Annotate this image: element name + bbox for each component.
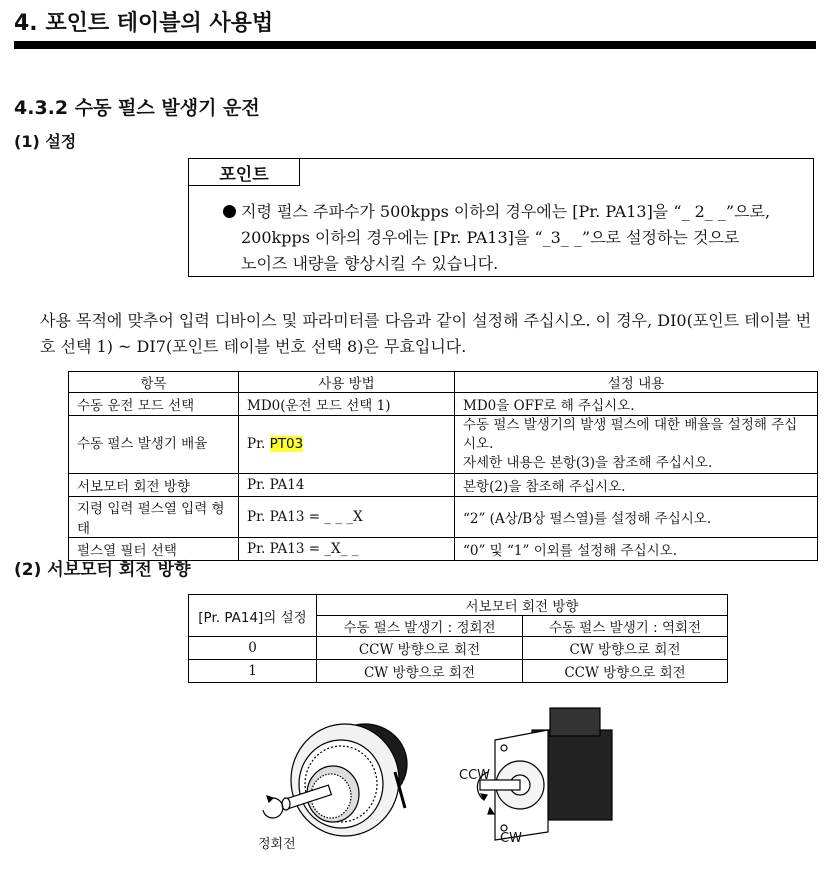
cell-content: [455, 416, 818, 474]
table-header-row: [189, 595, 728, 616]
column-header: 설정 내용: [455, 372, 818, 393]
page-title: 4. 포인트 테이블의 사용법: [14, 11, 274, 36]
highlighted-parameter: PT03: [269, 436, 304, 452]
cell-method: MD0(운전 모드 선택 1): [239, 393, 455, 416]
table-row: [69, 497, 818, 538]
cw-label: CW: [500, 831, 522, 846]
servo-motor-illustration: [470, 700, 640, 850]
point-label: 포인트: [188, 158, 300, 186]
column-header: 수동 펄스 발생기 : 정회전: [317, 616, 523, 637]
intro-paragraph: 사용 목적에 맞추어 입력 디바이스 및 파라미터를 다음과 같이 설정해 주십시오. 이 경우, DI0(포인트 테이블 번호 선택 1) ~ DI7(포인트 테이블 번호 선택 8)은 무효입니다.: [40, 311, 812, 356]
cell-reverse: CCW 방향으로 회전: [523, 660, 728, 683]
column-header: 사용 방법: [239, 372, 455, 393]
direction-table: [188, 594, 728, 683]
cell-method: Pr. PA14: [239, 474, 455, 497]
section-heading: 4.3.2 수동 펄스 발생기 운전: [14, 97, 260, 119]
content-line-1: 수동 펄스 발생기의 발생 펄스에 대한 배율을 설정해 주십시오.: [463, 417, 798, 452]
point-box: [188, 158, 814, 277]
method-prefix: Pr.: [247, 436, 270, 452]
title-rule: [14, 41, 816, 49]
subsection-settings: (1) 설정: [14, 132, 77, 151]
cell-method: [239, 416, 455, 474]
cell-item: 지령 입력 펄스열 입력 형태: [69, 497, 239, 538]
table-row: [189, 660, 728, 683]
cell-content: “2” (A상/B상 펄스열)를 설정해 주십시오.: [455, 497, 818, 538]
point-line-3: 노이즈 내량을 향상시킬 수 있습니다.: [241, 254, 499, 273]
column-header: 수동 펄스 발생기 : 역회전: [523, 616, 728, 637]
bullet-icon: [223, 205, 236, 218]
cell-content: 본항(2)을 참조해 주십시오.: [455, 474, 818, 497]
subsection-rotation: (2) 서보모터 회전 방향: [14, 560, 191, 580]
cell-method: Pr. PA13 = _ _ _X: [239, 497, 455, 538]
settings-table: [68, 371, 818, 561]
content-line-2: 자세한 내용은 본항(3)을 참조해 주십시오.: [463, 455, 713, 471]
table-header-row: [69, 372, 818, 393]
cell-setting: 0: [189, 637, 317, 660]
point-line-2: 200kpps 이하의 경우에는 [Pr. PA13]을 “_3_ _”으로 설정하는 것으로: [241, 228, 740, 247]
forward-rotation-caption: 정회전: [258, 837, 296, 852]
point-line-1: 지령 펄스 주파수가 500kpps 이하의 경우에는 [Pr. PA13]을 “_ 2_ _”으로,: [241, 202, 771, 221]
cell-item: 서보모터 회전 방향: [69, 474, 239, 497]
cell-item: 펄스열 필터 선택: [69, 538, 239, 561]
column-header: 항목: [69, 372, 239, 393]
cell-setting: 1: [189, 660, 317, 683]
cell-reverse: CW 방향으로 회전: [523, 637, 728, 660]
table-row: [69, 393, 818, 416]
cell-content: MD0을 OFF로 해 주십시오.: [455, 393, 818, 416]
table-row: [189, 637, 728, 660]
ccw-label: CCW: [459, 768, 491, 783]
cell-content: “0” 및 “1” 이외를 설정해 주십시오.: [455, 538, 818, 561]
cell-forward: CCW 방향으로 회전: [317, 637, 523, 660]
table-row: [69, 416, 818, 474]
cell-item: 수동 운전 모드 선택: [69, 393, 239, 416]
param-header: [Pr. PA14]의 설정: [189, 595, 317, 637]
cell-method: Pr. PA13 = _X_ _: [239, 538, 455, 561]
group-header: 서보모터 회전 방향: [317, 595, 728, 616]
cell-forward: CW 방향으로 회전: [317, 660, 523, 683]
cell-item: 수동 펄스 발생기 배율: [69, 416, 239, 474]
table-row: [69, 474, 818, 497]
